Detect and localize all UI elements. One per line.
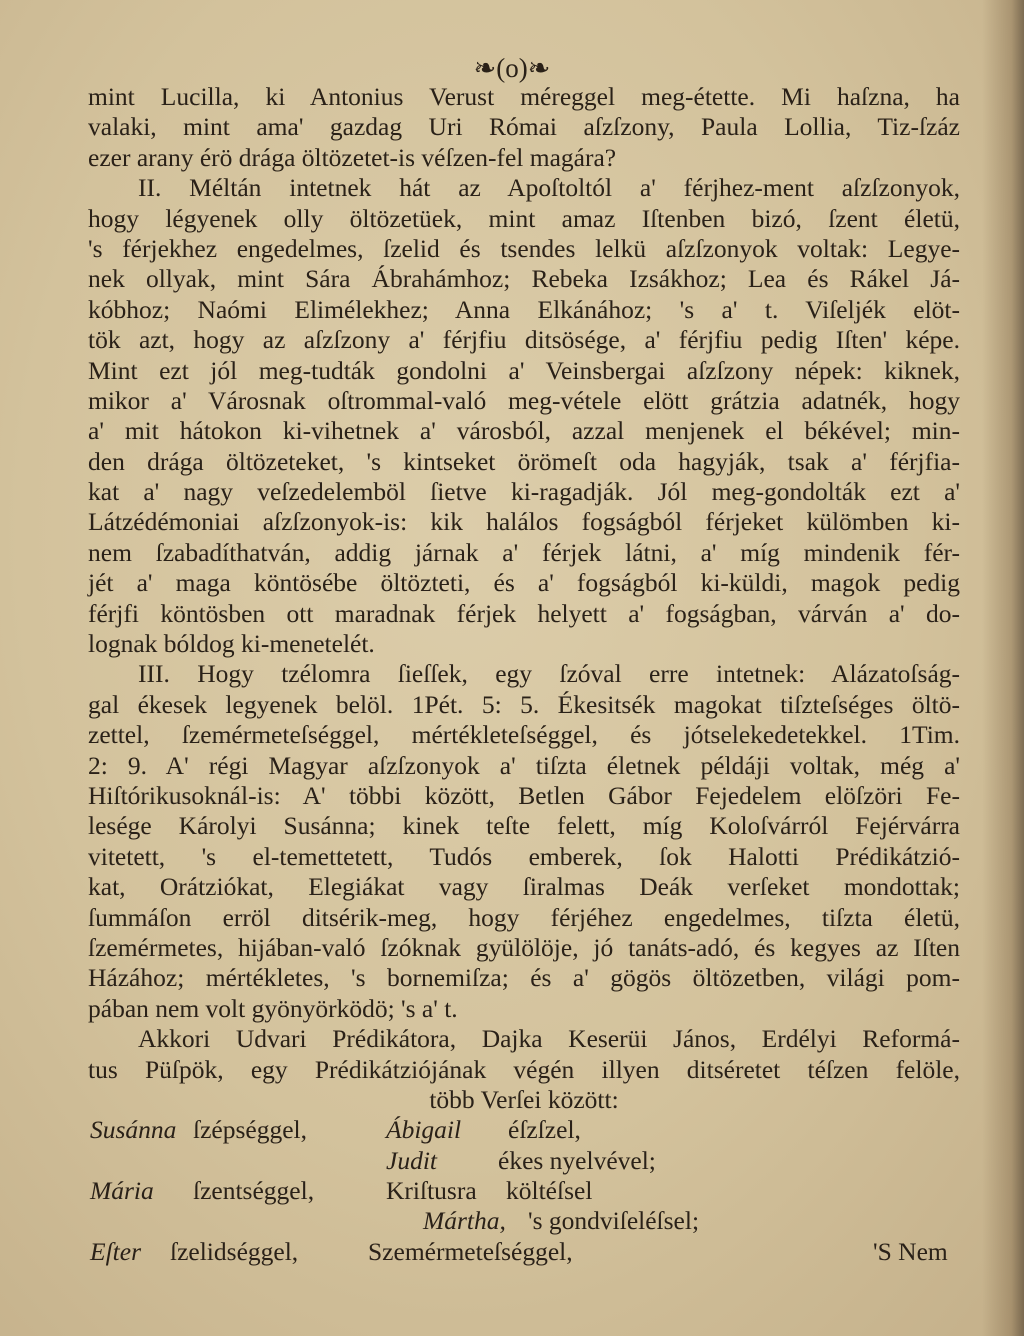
text-line: mint Lucilla, ki Antonius Verust méreggel meg-étette. Mi haſzna, ha	[88, 82, 960, 111]
text-line: Hiſtórikusoknál-is: A' többi között, Betlen Gábor Fejedelem elöſzöri Fe-	[88, 780, 960, 810]
poem-word: ſzelidséggel,	[170, 1236, 299, 1266]
text-line: kat, Orátziókat, Elegiákat vagy ſiralmas Deák verſeket mondottak;	[88, 872, 960, 902]
poem-word: Szemérmeteſséggel,	[368, 1236, 573, 1266]
text-line: valaki, mint ama' gazdag Uri Római aſzſzony, Paula Lollia, Tiz-ſzáz	[88, 112, 960, 142]
poem-word: ékes nyelvével;	[498, 1145, 656, 1175]
catchword: 'S Nem	[873, 1236, 948, 1266]
text-line: III. Hogy tzélomra ſieſſek, egy ſzóval erre intetnek: Alázatoſság-	[138, 659, 960, 689]
text-line: Házához; mértékletes, 's bornemiſza; és a' gögös öltözetben, világi pom-	[88, 963, 960, 993]
text-line: ſzemérmetes, hijában-való ſzóknak gyülölöje, jó tanáts-adó, és kegyes az Iſten	[88, 932, 960, 962]
text-line: jét a' maga köntösébe öltözteti, és a' fogságból ki-küldi, magok pedig	[88, 568, 960, 598]
poem-name: Eſter	[90, 1236, 141, 1266]
poem-line	[88, 1115, 960, 1145]
poem-word: ſzentséggel,	[193, 1176, 315, 1206]
poem-line	[88, 1146, 960, 1176]
text-line: 2: 9. A' régi Magyar aſzſzonyok a' tiſzta életnek példáji voltak, még a'	[88, 750, 960, 780]
text-line: több Verſei között:	[429, 1084, 619, 1114]
body-text	[88, 82, 960, 1267]
poem-word: 's gondviſeléſsel;	[528, 1206, 700, 1236]
text-line: pában nem volt gyönyörködö; 's a' t.	[88, 993, 458, 1023]
poem-word: éſzſzel,	[508, 1115, 581, 1145]
text-line: ezer arany érö drága öltözetet-is véſzen-fel magára?	[88, 142, 617, 172]
text-line: II. Méltán intetnek hát az Apoſtoltól a' férjhez-ment aſzſzonyok,	[138, 173, 960, 203]
text-line: kóbhoz; Naómi Elimélekhez; Anna Elkánához; 's a' t. Viſeljék elöt-	[88, 294, 960, 324]
poem-name: Mária	[90, 1176, 154, 1206]
poem-name: Judit	[386, 1145, 437, 1175]
poem-word: ſzépséggel,	[193, 1115, 307, 1145]
poem-line	[88, 1176, 960, 1206]
text-line: ſummáſon erröl ditsérik-meg, hogy férjéhez engedelmes, tiſzta életü,	[88, 902, 960, 932]
text-line: nem ſzabadíthatván, addig járnak a' férjek látni, a' míg mindenik fér-	[88, 537, 960, 567]
text-line: tök azt, hogy az aſzſzony a' férjfiu ditsösége, a' férjfiu pedig Iſten' képe.	[88, 325, 960, 355]
poem-line	[88, 1237, 960, 1267]
text-line: gal ékesek legyenek belöl. 1Pét. 5: 5. Ékesitsék magokat tiſzteſséges öltö-	[88, 689, 960, 719]
text-line: tus Püſpök, egy Prédikátziójának végén illyen ditséretet téſzen felöle,	[88, 1054, 960, 1084]
page-header-ornament: ❧(o)❧	[473, 53, 551, 83]
text-line: zettel, ſzemérmeteſséggel, mértékleteſséggel, és jótselekedetekkel. 1Tim.	[88, 720, 960, 750]
poem-word: költéſsel	[506, 1176, 593, 1206]
text-line: Mint ezt jól meg-tudták gondolni a' Veinsbergai aſzſzony népek: kiknek,	[88, 355, 960, 385]
text-line: mikor a' Városnak oſtrommal-való meg-vétele elött grátzia adatnék, hogy	[88, 385, 960, 415]
text-line: Látzédémoniai aſzſzonyok-is: kik halálos fogságból férjeket külömben ki-	[88, 507, 960, 537]
text-line: vitetett, 's el-temettetett, Tudós emberek, ſok Halotti Prédikátzió-	[88, 841, 960, 871]
text-line: férjfi köntösben ott maradnak férjek helyett a' fogságban, várván a' do-	[88, 598, 960, 628]
poem-name: Mártha,	[423, 1206, 506, 1236]
poem-line	[88, 1206, 960, 1236]
text-line: nek ollyak, mint Sára Ábrahámhoz; Rebeka Izsákhoz; Lea és Rákel Já-	[88, 264, 960, 294]
text-line: 's férjekhez engedelmes, ſzelid és tsendes lelkü aſzſzonyok voltak: Legye-	[88, 233, 960, 263]
poem-name: Susánna	[90, 1115, 177, 1145]
text-line: a' mit hátokon ki-vihetnek a' városból, azzal menjenek el békével; min-	[88, 416, 960, 446]
text-line: lesége Károlyi Susánna; kinek teſte felett, míg Koloſvárról Fejérvárra	[88, 811, 960, 841]
text-line: lognak bóldog ki-menetelét.	[88, 629, 375, 659]
text-line: den drága öltözeteket, 's kintseket örömeſt oda hagyják, tsak a' férjfia-	[88, 446, 960, 476]
poem-name: Ábigail	[386, 1115, 462, 1145]
text-line: hogy légyenek olly öltözetüek, mint amaz Iſtenben bizó, ſzent életü,	[88, 203, 960, 233]
poem-word: Kriſtusra	[386, 1176, 477, 1206]
text-line: Akkori Udvari Prédikátora, Dajka Keserüi János, Erdélyi Reformá-	[138, 1024, 960, 1054]
page-edge-shadow	[982, 0, 1024, 1336]
text-line: kat a' nagy veſzedelemböl ſietve ki-ragadják. Jól meg-gondolták ezt a'	[88, 477, 960, 507]
